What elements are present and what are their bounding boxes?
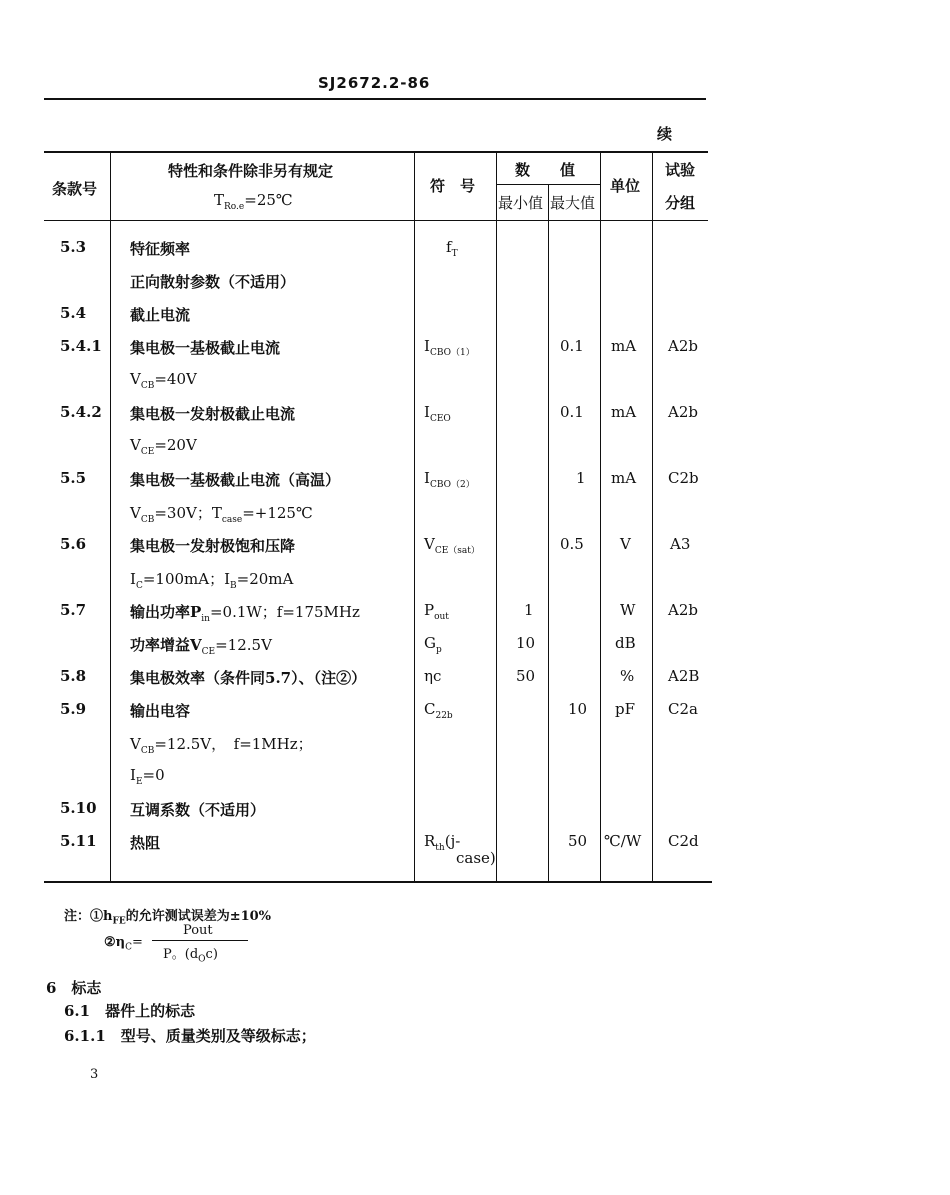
- row-14-clause: 5.9: [60, 700, 87, 718]
- row-5-max: 0.1: [560, 403, 584, 421]
- row-9-group: A3: [670, 535, 691, 553]
- row-11-desc-main: 输出功率P: [130, 603, 202, 621]
- row-14-group: C2a: [668, 700, 698, 718]
- row-0-symbol-main: f: [446, 238, 452, 256]
- row-14-symbol-sub: 22b: [435, 711, 453, 721]
- row-7-max: 1: [576, 469, 586, 487]
- continued-label: 续: [657, 125, 673, 143]
- header-unit: 单位: [610, 177, 641, 195]
- row-15-desc-main: V: [130, 735, 141, 753]
- document-code: SJ2672.2-86: [318, 74, 431, 92]
- header-temp-value: =25℃: [244, 191, 293, 209]
- note-1-sub: FE: [112, 916, 126, 927]
- row-7-desc: 集电极一基极截止电流（高温）: [130, 471, 341, 489]
- row-8-desc-sub2: case: [221, 515, 243, 525]
- row-18-unit: ℃/W: [604, 832, 642, 850]
- col-sep-6: [652, 152, 653, 881]
- row-17-clause: 5.10: [60, 799, 97, 817]
- row-4-desc-tail: =40V: [154, 370, 197, 388]
- row-5-symbol-main: I: [424, 403, 430, 421]
- row-4-desc: [130, 370, 197, 391]
- row-18-symbol-tail: (j-: [444, 832, 461, 850]
- col-sep-2: [414, 152, 415, 881]
- row-0-symbol-sub: T: [451, 249, 458, 259]
- table-header-bottom: [44, 220, 708, 221]
- row-11-symbol-main: P: [424, 601, 435, 619]
- row-11-desc-tail: =0.1W；f=175MHz: [209, 603, 360, 621]
- row-7-symbol-main: I: [424, 469, 430, 487]
- row-9-symbol-main: V: [424, 535, 435, 553]
- row-12-desc-main: 功率增益V: [130, 636, 202, 654]
- row-10-desc-sub: C: [135, 581, 143, 591]
- row-6-desc-sub: CE: [140, 447, 155, 457]
- row-12-symbol: [424, 634, 442, 655]
- row-3-clause: 5.4.1: [60, 337, 102, 355]
- row-14-symbol-main: C: [424, 700, 436, 718]
- row-11-group: A2b: [668, 601, 698, 619]
- row-18-desc: 热阻: [130, 834, 161, 852]
- note-2-eq: =: [132, 935, 143, 950]
- row-13-desc: 集电极效率（条件同5.7）、（注②）: [130, 669, 367, 687]
- row-10-desc-main: I: [130, 570, 136, 588]
- row-9-unit: V: [620, 535, 631, 553]
- row-3-desc: 集电极一基极截止电流: [130, 339, 281, 357]
- row-14-symbol: [424, 700, 453, 721]
- section-6-1-1-heading: 6.1.1 型号、质量类别及等级标志；: [64, 1027, 316, 1045]
- row-15-desc: [130, 733, 313, 756]
- row-15-desc-tail: =12.5V， f=1MHz；: [154, 735, 313, 753]
- row-14-desc: 输出电容: [130, 702, 191, 720]
- row-0-symbol: [446, 238, 458, 259]
- row-13-clause: 5.8: [60, 667, 87, 685]
- row-6-desc: [130, 436, 197, 457]
- header-max: 最大值: [550, 194, 596, 212]
- row-5-desc: 集电极一发射极截止电流: [130, 405, 296, 423]
- note-1: [64, 905, 271, 927]
- row-5-symbol: [424, 403, 451, 424]
- row-13-unit: %: [620, 667, 635, 685]
- row-16-desc-main: I: [130, 766, 136, 784]
- row-5-unit: mA: [611, 403, 637, 421]
- row-4-desc-sub: CB: [140, 381, 155, 391]
- top-rule: [44, 98, 706, 100]
- row-13-min: 50: [516, 667, 536, 685]
- row-13-symbol-main: ηc: [424, 667, 442, 685]
- header-condition-temp: [214, 191, 293, 212]
- row-7-symbol: [424, 469, 475, 490]
- row-7-unit: mA: [611, 469, 637, 487]
- row-13-group: A2B: [668, 667, 700, 685]
- row-11-desc: [130, 601, 360, 624]
- row-11-min: 1: [524, 601, 534, 619]
- row-12-symbol-sub: p: [435, 645, 442, 655]
- row-10-desc-tail2: =20mA: [236, 570, 294, 588]
- row-3-symbol-main: I: [424, 337, 430, 355]
- row-15-desc-sub: CB: [140, 746, 155, 756]
- row-3-unit: mA: [611, 337, 637, 355]
- row-8-desc-tail: =30V；T: [154, 504, 222, 522]
- note-2-denominator: [163, 943, 218, 965]
- row-16-desc-sub: E: [135, 777, 143, 787]
- row-8-desc-sub: CB: [140, 515, 155, 525]
- row-18-group: C2d: [668, 832, 699, 850]
- row-12-unit: dB: [615, 634, 636, 652]
- row-10-desc: [130, 568, 293, 591]
- row-12-desc-sub: CE: [201, 647, 216, 657]
- header-test-b: 分组: [665, 194, 696, 212]
- row-18-max: 50: [568, 832, 588, 850]
- row-11-desc-sub: in: [201, 614, 210, 624]
- row-3-symbol: [424, 337, 475, 358]
- row-12-min: 10: [516, 634, 536, 652]
- row-7-symbol-sub: CBO（2）: [429, 480, 475, 490]
- section-6-heading: 6 标志: [46, 979, 102, 997]
- row-3-max: 0.1: [560, 337, 584, 355]
- row-7-group: C2b: [668, 469, 699, 487]
- header-value: 数 值: [515, 161, 576, 179]
- row-12-desc-tail: =12.5V: [215, 636, 272, 654]
- row-18-symbol-sub: th: [435, 843, 445, 853]
- row-1-desc: 正向散射参数（不适用）: [130, 273, 296, 291]
- row-14-max: 10: [568, 700, 588, 718]
- row-6-desc-main: V: [130, 436, 141, 454]
- note-1-text: 的允许测试误差为±10%: [125, 909, 272, 924]
- row-6-desc-tail: =20V: [154, 436, 197, 454]
- row-16-desc: [130, 766, 165, 787]
- row-9-symbol-sub: CE（sat）: [434, 546, 480, 556]
- note-2-den-tail: c): [205, 947, 218, 962]
- header-min: 最小值: [498, 194, 544, 212]
- row-3-symbol-sub: CBO（1）: [429, 348, 475, 358]
- fraction-bar: [152, 940, 248, 941]
- row-18-symbol-line2: case): [456, 849, 496, 867]
- row-11-symbol-sub: out: [434, 612, 449, 622]
- note-2-sub: C: [125, 942, 132, 953]
- row-10-desc-sub2: B: [230, 581, 237, 591]
- header-test-a: 试验: [665, 161, 696, 179]
- row-7-clause: 5.5: [60, 469, 87, 487]
- header-temp-symbol: T: [214, 191, 225, 209]
- row-12-desc: [130, 634, 272, 657]
- row-2-clause: 5.4: [60, 304, 87, 322]
- note-2-label: [104, 935, 143, 953]
- row-10-desc-tail: =100mA；I: [142, 570, 231, 588]
- header-temp-sub: Ro.e: [224, 202, 245, 212]
- note-2-prefix: ②η: [104, 935, 126, 950]
- row-0-clause: 5.3: [60, 238, 87, 256]
- row-9-clause: 5.6: [60, 535, 87, 553]
- header-symbol: 符 号: [430, 177, 476, 195]
- row-18-symbol-main: R: [424, 832, 436, 850]
- row-17-desc: 互调系数（不适用）: [130, 801, 266, 819]
- row-8-desc: [130, 502, 313, 525]
- note-2-den: P。(d: [163, 947, 199, 962]
- table-bottom-border: [44, 881, 712, 883]
- col-sep-1: [110, 152, 111, 881]
- row-11-symbol: [424, 601, 449, 622]
- row-18-symbol: [424, 832, 460, 853]
- row-3-group: A2b: [668, 337, 698, 355]
- note-1-prefix: 注：①h: [64, 909, 113, 924]
- row-9-desc: 集电极一发射极饱和压降: [130, 537, 296, 555]
- row-18-clause: 5.11: [60, 832, 97, 850]
- col-sep-4: [548, 185, 549, 881]
- note-2-numerator: Pout: [183, 923, 213, 938]
- row-8-desc-main: V: [130, 504, 141, 522]
- row-4-desc-main: V: [130, 370, 141, 388]
- row-5-symbol-sub: CEO: [429, 414, 451, 424]
- row-2-desc: 截止电流: [130, 306, 191, 324]
- row-12-symbol-main: G: [424, 634, 436, 652]
- row-13-symbol: [424, 667, 441, 688]
- row-8-desc-tail2: =+125℃: [242, 504, 313, 522]
- row-9-symbol: [424, 535, 480, 556]
- row-0-desc: 特征频率: [130, 240, 191, 258]
- row-16-desc-tail: =0: [142, 766, 165, 784]
- table-top-border: [44, 151, 708, 153]
- col-sep-3: [496, 152, 497, 881]
- header-clause: 条款号: [52, 180, 98, 198]
- note-2-den-sub: O: [198, 954, 206, 965]
- row-11-unit: W: [620, 601, 636, 619]
- col-sep-5: [600, 152, 601, 881]
- row-5-group: A2b: [668, 403, 698, 421]
- row-5-clause: 5.4.2: [60, 403, 102, 421]
- page-number: 3: [90, 1067, 99, 1082]
- row-14-unit: pF: [615, 700, 636, 718]
- row-11-clause: 5.7: [60, 601, 87, 619]
- row-9-max: 0.5: [560, 535, 584, 553]
- section-6-1-heading: 6.1 器件上的标志: [64, 1002, 196, 1020]
- header-condition-title: 特性和条件除非另有规定: [168, 162, 334, 180]
